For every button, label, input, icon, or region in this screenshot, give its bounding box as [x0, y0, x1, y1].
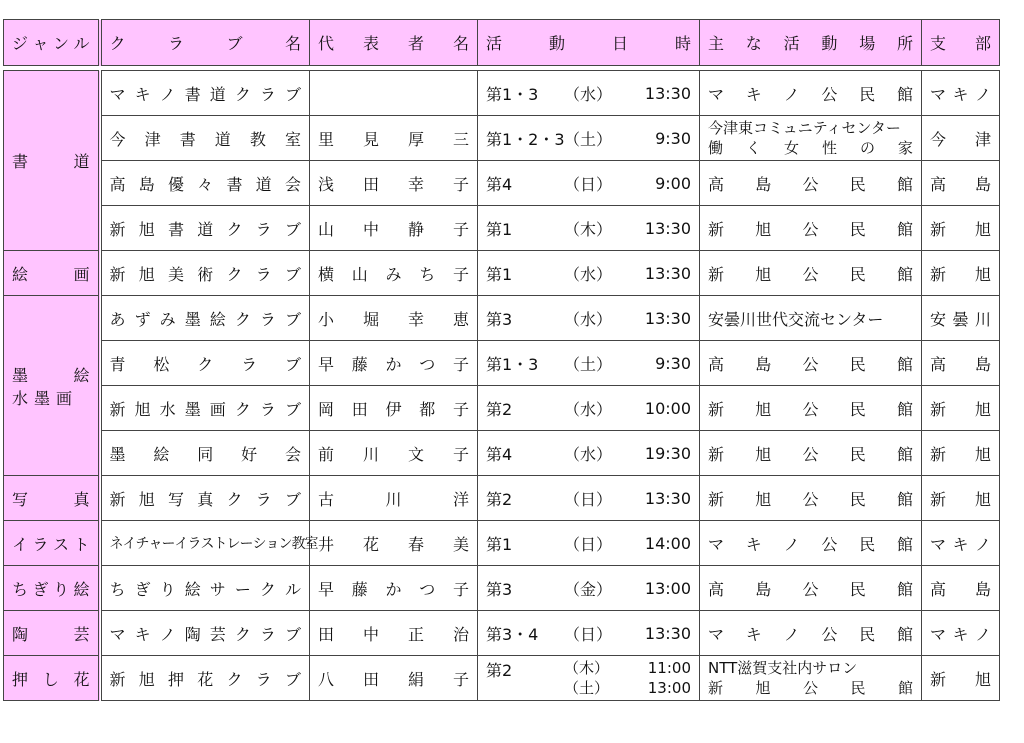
schedule-week: 第1: [486, 534, 513, 554]
club-name-cell: [100, 431, 310, 476]
club-name: 新 旭 水 墨 画 ク ラ ブ: [109, 399, 301, 419]
place-cell: [700, 341, 922, 386]
schedule-time: 9:00: [655, 173, 691, 193]
header-rep: 代 表 者 名: [310, 20, 478, 66]
club-name-cell: [100, 116, 310, 161]
schedule: [486, 397, 691, 420]
branch-cell: [922, 476, 1000, 521]
table-row: [4, 206, 1000, 251]
schedule-time: 13:30: [644, 83, 691, 103]
genre-label-2: 水 墨 画: [12, 388, 73, 408]
place-name: マ キ ノ 公 民 館: [708, 84, 913, 104]
genre-cell: [4, 71, 100, 251]
schedule-week: 第4: [486, 444, 513, 464]
place-cell: [700, 206, 922, 251]
branch-name: 新 旭: [930, 399, 991, 419]
place-cell: [700, 251, 922, 296]
genre-cell: [4, 656, 100, 701]
place-two-line: [708, 658, 913, 698]
place-name: 新 旭 公 民 館: [708, 264, 913, 284]
schedule-week: 第1・3: [486, 84, 539, 104]
branch-name: 新 旭: [930, 444, 991, 464]
schedule-time: 11:00: [647, 659, 691, 677]
place-name: マ キ ノ 公 民 館: [708, 534, 913, 554]
schedule-time: 14:00: [644, 533, 691, 553]
place-line-2: 働 く 女 性 の 家: [708, 139, 913, 157]
schedule-day: （水）: [564, 309, 613, 329]
schedule-week: 第3: [486, 309, 513, 329]
schedule-day: （木）: [564, 219, 613, 239]
schedule: [486, 622, 691, 645]
schedule-day: （水）: [564, 399, 613, 419]
place-two-line: [708, 118, 913, 158]
place-name: 安曇川世代交流センター: [708, 309, 884, 329]
rep-name: 井 花 春 美: [318, 534, 469, 554]
schedule-day: （水）: [564, 84, 613, 104]
schedule: [486, 442, 691, 465]
schedule-cell: [478, 251, 700, 296]
place-cell: [700, 476, 922, 521]
club-table: [3, 19, 1000, 701]
genre-cell: [4, 521, 100, 566]
schedule-day: （水）: [564, 444, 613, 464]
table-row: [4, 521, 1000, 566]
club-name: マ キ ノ 書 道 ク ラ ブ: [109, 84, 301, 104]
schedule-day: （土）: [564, 129, 613, 149]
schedule: [486, 127, 691, 150]
club-name: 高 島 優 々 書 道 会: [109, 174, 301, 194]
header-place: 主 な 活 動 場 所: [700, 20, 922, 66]
schedule-time: 13:30: [644, 218, 691, 238]
rep-name-cell: [310, 341, 478, 386]
schedule-day: （水）: [564, 264, 613, 284]
schedule-time: 13:30: [644, 623, 691, 643]
header-branch: 支 部: [922, 20, 1000, 66]
schedule-day: （日）: [564, 489, 613, 509]
branch-name: 高 島: [930, 354, 991, 374]
schedule: [486, 658, 691, 698]
place-name: 新 旭 公 民 館: [708, 444, 913, 464]
place-cell: [700, 161, 922, 206]
header-schedule: 活 動 日 時: [478, 20, 700, 66]
schedule-week: 第2: [486, 661, 513, 680]
club-name: 墨 絵 同 好 会: [109, 444, 301, 464]
rep-name: 山 中 静 子: [318, 219, 469, 239]
table-row: [4, 431, 1000, 476]
header-club: ク ラ ブ 名: [100, 20, 310, 66]
schedule-day: （日）: [564, 174, 613, 194]
schedule-week: 第3・4: [486, 624, 539, 644]
rep-name-cell: [310, 296, 478, 341]
table-row: [4, 341, 1000, 386]
schedule-week: 第1・2・3: [486, 129, 565, 149]
rep-name: 早 藤 か つ 子: [318, 354, 469, 374]
branch-cell: [922, 116, 1000, 161]
club-name-cell: [100, 566, 310, 611]
table-row: [4, 71, 1000, 116]
header-row: [4, 20, 1000, 66]
place-line-1: 今津東コミュニティセンター: [708, 119, 901, 137]
branch-cell: [922, 611, 1000, 656]
table-row: [4, 116, 1000, 161]
schedule-time: 9:30: [655, 353, 691, 373]
genre-label: ち ぎ り 絵: [12, 579, 90, 599]
schedule-cell: [478, 611, 700, 656]
schedule: [486, 82, 691, 105]
schedule-cell: [478, 341, 700, 386]
schedule-cell: [478, 386, 700, 431]
club-name-cell: [100, 611, 310, 656]
rep-name-cell: [310, 431, 478, 476]
branch-cell: [922, 71, 1000, 116]
schedule-week: 第1: [486, 219, 513, 239]
rep-name-cell: [310, 206, 478, 251]
place-cell: [700, 521, 922, 566]
club-name: あ ず み 墨 絵 ク ラ ブ: [109, 309, 301, 329]
schedule-time: 13:00: [644, 578, 691, 598]
club-name: 新 旭 美 術 ク ラ ブ: [109, 264, 301, 284]
club-name: 青 松 ク ラ ブ: [109, 354, 301, 374]
club-name: 今 津 書 道 教 室: [109, 129, 301, 149]
club-name-cell: [100, 296, 310, 341]
club-name: 新 旭 写 真 ク ラ ブ: [109, 489, 301, 509]
schedule-cell: [478, 71, 700, 116]
table-row: [4, 161, 1000, 206]
club-name: マ キ ノ 陶 芸 ク ラ ブ: [109, 624, 301, 644]
schedule: [486, 307, 691, 330]
schedule-time: 19:30: [644, 443, 691, 463]
rep-name-cell: [310, 566, 478, 611]
place-line-2: 新 旭 公 民 館: [708, 679, 913, 697]
rep-name: 早 藤 か つ 子: [318, 579, 469, 599]
header-genre: ジ ャ ン ル: [4, 20, 100, 66]
schedule: [486, 532, 691, 555]
branch-cell: [922, 521, 1000, 566]
branch-name: 新 旭: [930, 219, 991, 239]
schedule-cell: [478, 296, 700, 341]
schedule-week: 第1: [486, 264, 513, 284]
rep-name: 横 山 み ち 子: [318, 264, 469, 284]
branch-cell: [922, 386, 1000, 431]
rep-name-cell: [310, 161, 478, 206]
genre-label: 写 真: [12, 489, 90, 509]
place-line-1: NTT滋賀支社内サロン: [708, 659, 858, 677]
club-name-cell: [100, 341, 310, 386]
genre-label: 墨 絵: [12, 365, 90, 385]
schedule: [486, 217, 691, 240]
schedule-cell: [478, 206, 700, 251]
rep-name-cell: [310, 386, 478, 431]
place-cell: [700, 386, 922, 431]
genre-label: 陶 芸: [12, 624, 90, 644]
schedule-cell: [478, 476, 700, 521]
genre-label: 絵 画: [12, 264, 90, 284]
rep-name: 古 川 洋: [318, 489, 469, 509]
branch-cell: [922, 341, 1000, 386]
club-name-cell: [100, 71, 310, 116]
schedule: [486, 352, 691, 375]
branch-name: 安 曇 川: [930, 309, 991, 329]
place-cell: [700, 71, 922, 116]
table-row: [4, 476, 1000, 521]
rep-name-cell: [310, 116, 478, 161]
schedule-time: 10:00: [644, 398, 691, 418]
place-name: 新 旭 公 民 館: [708, 219, 913, 239]
club-name-cell: [100, 476, 310, 521]
schedule: [486, 172, 691, 195]
schedule: [486, 487, 691, 510]
rep-name-cell: [310, 476, 478, 521]
schedule-day: （日）: [564, 624, 613, 644]
branch-name: マ キ ノ: [930, 534, 991, 554]
schedule-cell: [478, 161, 700, 206]
table-row: [4, 566, 1000, 611]
genre-label: 書 道: [12, 152, 90, 171]
rep-name: 里 見 厚 三: [318, 129, 469, 149]
place-name: 新 旭 公 民 館: [708, 399, 913, 419]
rep-name-cell: [310, 521, 478, 566]
schedule-week: 第1・3: [486, 354, 539, 374]
schedule-time: 9:30: [655, 128, 691, 148]
genre-cell: [4, 296, 100, 476]
schedule-cell: [478, 656, 700, 701]
place-name: 新 旭 公 民 館: [708, 489, 913, 509]
rep-name: 浅 田 幸 子: [318, 174, 469, 194]
genre-cell: [4, 476, 100, 521]
schedule-cell: [478, 431, 700, 476]
place-name: 高 島 公 民 館: [708, 354, 913, 374]
schedule-cell: [478, 521, 700, 566]
table-row: [4, 611, 1000, 656]
schedule-week: 第4: [486, 174, 513, 194]
genre-cell: [4, 611, 100, 656]
branch-cell: [922, 251, 1000, 296]
rep-name: 前 川 文 子: [318, 444, 469, 464]
club-name-cell: [100, 656, 310, 701]
table-row: [4, 296, 1000, 341]
schedule-day: （金）: [564, 579, 613, 599]
rep-name: 八 田 絹 子: [318, 669, 469, 689]
schedule-cell: [478, 566, 700, 611]
rep-name-cell: [310, 251, 478, 296]
schedule-time: 13:30: [644, 263, 691, 283]
place-name: 高 島 公 民 館: [708, 579, 913, 599]
branch-cell: [922, 566, 1000, 611]
rep-name-cell: [310, 71, 478, 116]
club-name: ネ イ チ ャ ー イ ラ ス ト レ ー シ ョ ン 教 室: [109, 536, 318, 552]
schedule-day: （土）: [564, 354, 613, 374]
place-cell: [700, 566, 922, 611]
genre-cell: [4, 566, 100, 611]
branch-cell: [922, 431, 1000, 476]
schedule-cell: [478, 116, 700, 161]
schedule-time: 13:30: [644, 488, 691, 508]
branch-name: 新 旭: [930, 489, 991, 509]
genre-label: 押 し 花: [12, 669, 90, 689]
schedule: [486, 577, 691, 600]
branch-name: 高 島: [930, 579, 991, 599]
schedule: [486, 262, 691, 285]
club-name: ち ぎ り 絵 サ ー ク ル: [109, 579, 301, 599]
branch-cell: [922, 206, 1000, 251]
place-name: マ キ ノ 公 民 館: [708, 624, 913, 644]
table-row: [4, 656, 1000, 701]
club-name-cell: [100, 521, 318, 566]
club-name-cell: [100, 161, 310, 206]
branch-name: マ キ ノ: [930, 624, 991, 644]
club-name-cell: [100, 386, 310, 431]
schedule-days: [564, 658, 614, 698]
club-name-cell: [100, 206, 310, 251]
branch-name: 新 旭: [930, 264, 991, 284]
branch-cell: [922, 656, 1000, 701]
place-cell: [700, 656, 922, 701]
table-row: [4, 386, 1000, 431]
rep-name-cell: [310, 656, 478, 701]
branch-name: 高 島: [930, 174, 991, 194]
place-cell: [700, 431, 922, 476]
branch-cell: [922, 161, 1000, 206]
branch-name: マ キ ノ: [930, 84, 991, 104]
schedule-time: 13:30: [644, 308, 691, 328]
schedule-week: 第3: [486, 579, 513, 599]
rep-name: 小 堀 幸 恵: [318, 309, 469, 329]
schedule-day: （木）: [564, 659, 610, 677]
rep-name-cell: [310, 611, 478, 656]
club-name: 新 旭 書 道 ク ラ ブ: [109, 219, 301, 239]
genre-label: イ ラ ス ト: [12, 534, 90, 554]
branch-name: 新 旭: [930, 669, 991, 689]
place-cell: [700, 116, 922, 161]
rep-name: 岡 田 伊 都 子: [318, 399, 469, 419]
schedule-week: 第2: [486, 489, 513, 509]
schedule-day: （日）: [564, 534, 613, 554]
place-name: 高 島 公 民 館: [708, 174, 913, 194]
place-cell: [700, 611, 922, 656]
place-cell: [700, 296, 922, 341]
branch-name: 今 津: [930, 129, 991, 149]
club-name: 新 旭 押 花 ク ラ ブ: [109, 669, 301, 689]
schedule-time-2: 13:00: [647, 679, 691, 697]
schedule-week: 第2: [486, 399, 513, 419]
club-name-cell: [100, 251, 310, 296]
genre-cell: [4, 251, 100, 296]
schedule-day-2: （土）: [564, 679, 610, 697]
schedule-times: [614, 658, 691, 698]
branch-cell: [922, 296, 1000, 341]
rep-name: 田 中 正 治: [318, 624, 469, 644]
table-row: [4, 251, 1000, 296]
